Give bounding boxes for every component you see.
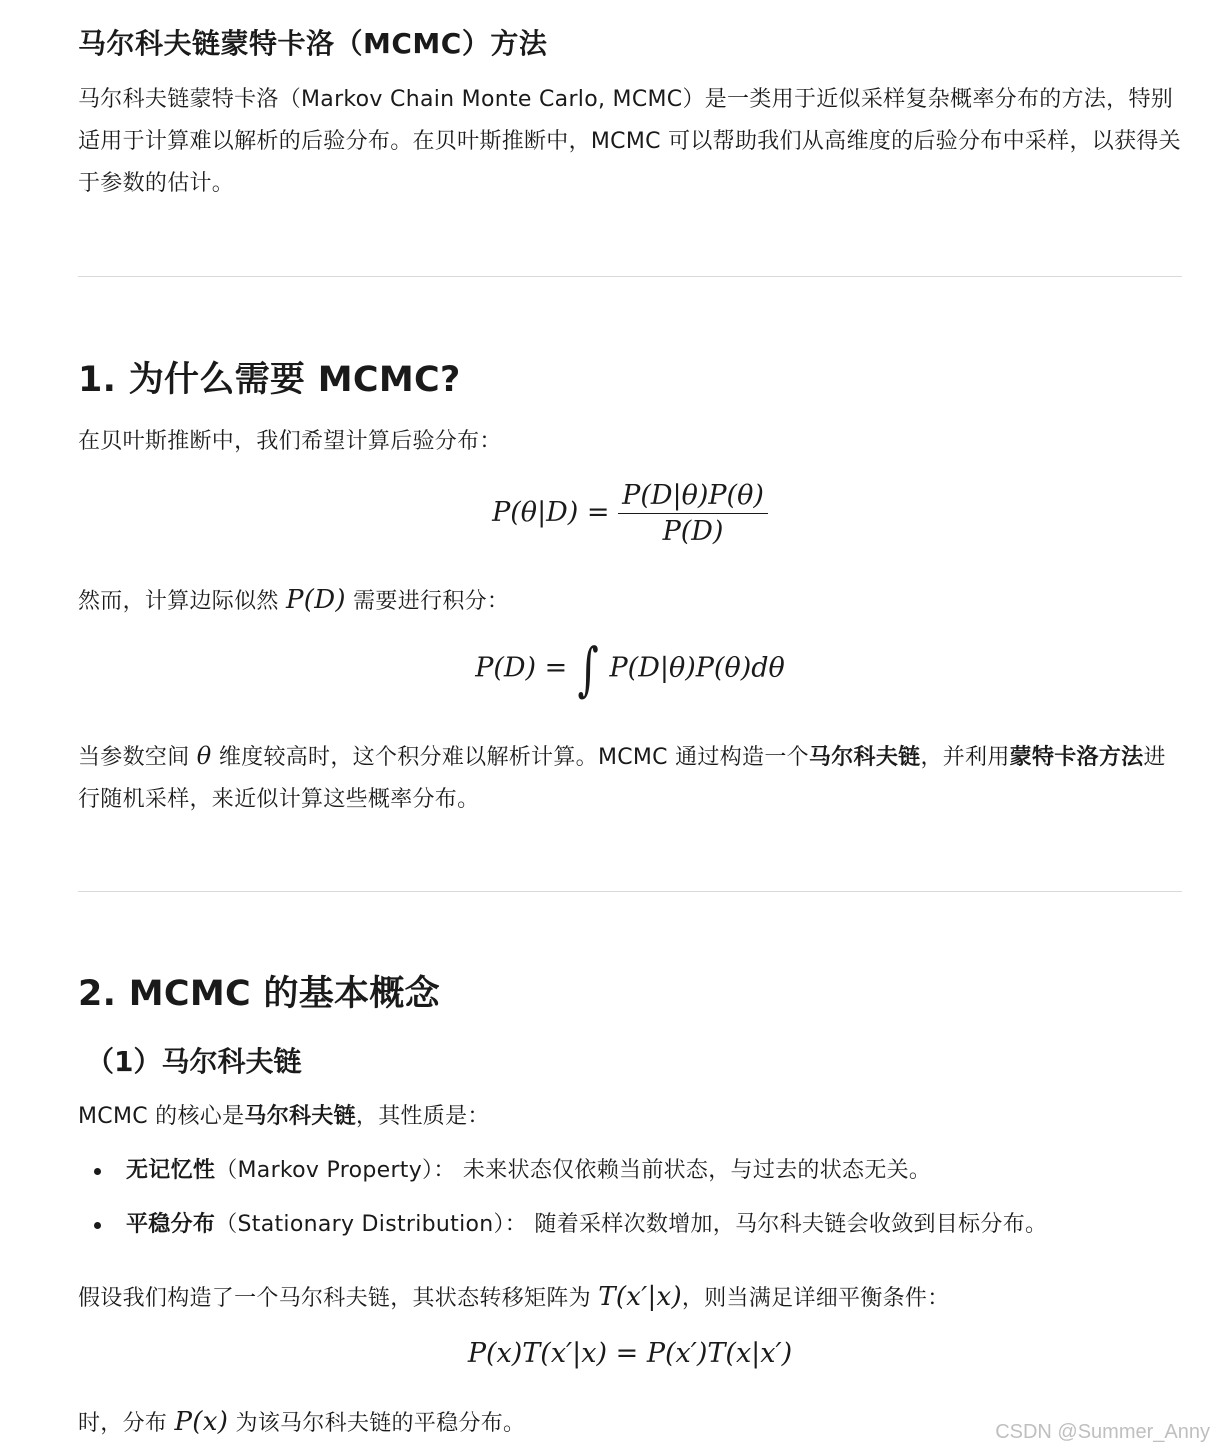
bold-text: 马尔科夫链 xyxy=(808,745,921,770)
section-2-heading: 2. MCMC 的基本概念 xyxy=(78,974,440,1014)
inline-math: P(x) xyxy=(174,1407,229,1437)
text-span: ，并利用 xyxy=(920,745,1010,770)
posterior-equation-lhs: P(θ|D) = xyxy=(492,497,610,528)
page-title: 马尔科夫链蒙特卡洛（MCMC）方法 xyxy=(78,27,548,60)
section-1-paragraph-2 xyxy=(78,579,1182,623)
text-span: 然而，计算边际似然 xyxy=(78,589,286,614)
text-span: （Stationary Distribution）： 随着采样次数增加，马尔科夫链会收敛到目标分布。 xyxy=(215,1212,1048,1237)
list-item xyxy=(78,1157,1182,1185)
integral-sign: ∫ xyxy=(577,635,599,703)
marginal-likelihood-equation xyxy=(78,635,1182,703)
bold-text: 无记忆性 xyxy=(126,1158,216,1183)
intro-paragraph: 马尔科夫链蒙特卡洛（Markov Chain Monte Carlo, MCMC）是一类用于近似采样复杂概率分布的方法，特别适用于计算难以解析的后验分布。在贝叶斯推断中，MCMC 可以帮助我们从高维度的后验分布中采样，以获得关于参数的估计。 xyxy=(78,87,1181,196)
text-span: ，其性质是： xyxy=(355,1104,490,1129)
text-span: MCMC 的核心是 xyxy=(78,1104,245,1129)
csdn-watermark: CSDN @Summer_Anny xyxy=(995,1421,1210,1443)
bullet-icon xyxy=(94,1222,101,1229)
inline-math: T(x′|x) xyxy=(598,1282,682,1312)
bold-text: 马尔科夫链 xyxy=(244,1104,356,1129)
bold-text: 平稳分布 xyxy=(126,1212,216,1237)
text-span: 维度较高时，这个积分难以解析计算。MCMC 通过构造一个 xyxy=(211,745,809,770)
text-span: 需要进行积分： xyxy=(345,589,510,614)
divider xyxy=(78,276,1182,277)
posterior-fraction xyxy=(618,480,768,547)
text-span: 进行随机采样，来近似计算这些概率分布。 xyxy=(78,745,1166,812)
posterior-numerator: P(D|θ)P(θ) xyxy=(618,480,768,514)
subsection-heading: （1）马尔科夫链 xyxy=(86,1045,302,1078)
text-span: 为该马尔科夫链的平稳分布。 xyxy=(228,1411,526,1436)
posterior-denominator: P(D) xyxy=(662,516,724,547)
section-2-paragraph-1 xyxy=(78,1096,1182,1138)
text-span: （Markov Property）： 未来状态仅依赖当前状态，与过去的状态无关。 xyxy=(215,1158,932,1183)
section-1-paragraph-3 xyxy=(78,735,1182,821)
section-1-paragraph-1: 在贝叶斯推断中，我们希望计算后验分布： xyxy=(78,429,502,454)
bullet-icon xyxy=(94,1168,101,1175)
posterior-equation xyxy=(78,480,1182,547)
section-2-paragraph-2 xyxy=(78,1276,1182,1320)
detailed-balance-equation: P(x)T(x′|x) = P(x′)T(x|x′) xyxy=(467,1338,793,1369)
inline-math: θ xyxy=(196,742,212,770)
bold-text: 蒙特卡洛方法 xyxy=(1009,745,1144,770)
text-span: 假设我们构造了一个马尔科夫链，其状态转移矩阵为 xyxy=(78,1286,599,1311)
inline-math: P(D) xyxy=(286,585,346,615)
text-span: 时，分布 xyxy=(78,1411,175,1436)
list-item xyxy=(78,1211,1182,1239)
text-span: ，则当满足详细平衡条件： xyxy=(681,1286,950,1311)
marginal-equation-rhs: P(D|θ)P(θ)dθ xyxy=(609,652,785,684)
property-list xyxy=(78,1157,1182,1239)
text-span: 当参数空间 xyxy=(78,745,197,770)
divider xyxy=(78,891,1182,892)
section-1-heading: 1. 为什么需要 MCMC? xyxy=(78,360,461,400)
marginal-equation-lhs: P(D) = xyxy=(475,652,568,684)
